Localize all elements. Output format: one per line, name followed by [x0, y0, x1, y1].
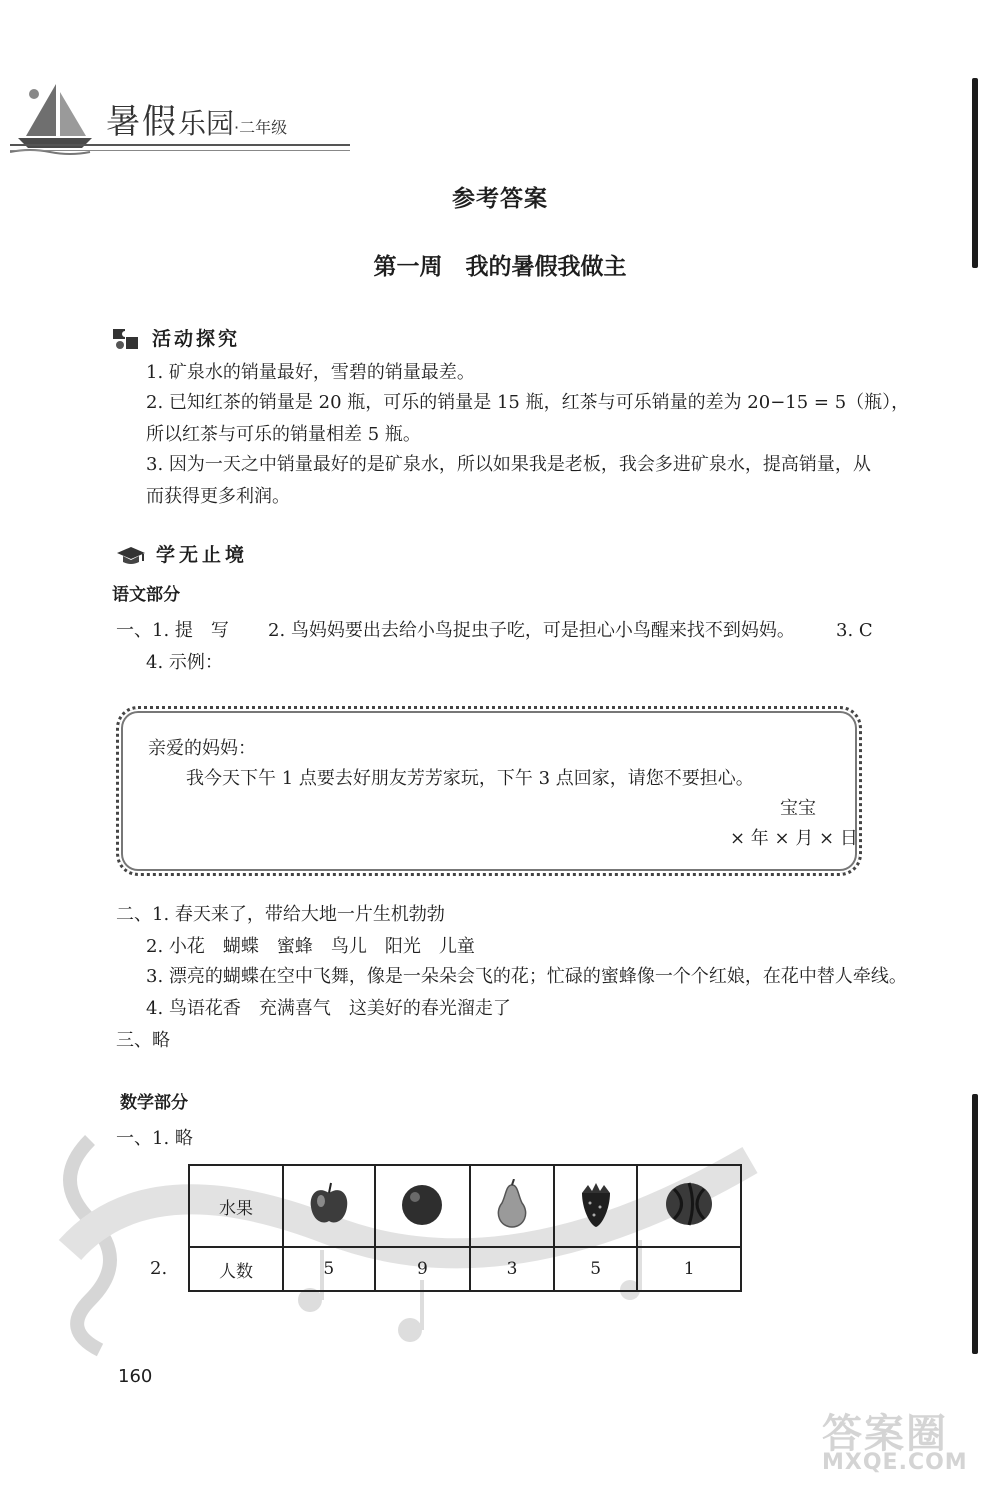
count-watermelon: 1 [637, 1247, 741, 1291]
page-title: 参考答案 [452, 186, 548, 212]
fruit-table [188, 1164, 742, 1292]
watermark-url: MXQE.COM [822, 1450, 968, 1475]
math-q1: 一、1. 略 [116, 1128, 193, 1149]
count-orange: 9 [375, 1247, 471, 1291]
activity-line-3: 所以红茶与可乐的销量相差 5 瓶。 [146, 424, 421, 445]
header-rule [10, 144, 350, 146]
table-cell-apple [283, 1165, 375, 1247]
activity-line-2: 2. 已知红茶的销量是 20 瓶，可乐的销量是 15 瓶，红茶与可乐销量的差为 20−15 = 5（瓶）， [146, 392, 910, 413]
letter-box [116, 706, 862, 876]
study-heading: 学无止境 [156, 544, 249, 566]
binding-mark-bottom [972, 1094, 978, 1354]
pear-icon [492, 1179, 532, 1229]
table-label-fruit: 水果 [189, 1165, 283, 1247]
header-logo [10, 78, 350, 162]
chinese-q1-a: 一、1. 提 写 [116, 620, 229, 641]
table-label-count: 人数 [189, 1247, 283, 1291]
letter-signature: 宝宝 [780, 798, 816, 819]
sailboat-icon [10, 78, 100, 158]
watermark-text: 答案圈 [822, 1411, 948, 1457]
activity-line-4: 3. 因为一天之中销量最好的是矿泉水，所以如果我是老板，我会多进矿泉水，提高销量，从 [146, 454, 871, 475]
chinese-q2-3: 3. 漂亮的蝴蝶在空中飞舞，像是一朵朵会飞的花；忙碌的蜜蜂像一个个红娘，在花中替人牵线。 [146, 966, 907, 987]
chinese-q2-4: 4. 鸟语花香 充满喜气 这美好的春光溜走了 [146, 998, 511, 1019]
brand-grade: ·二年级 [234, 118, 288, 137]
math-q2-label: 2. [150, 1258, 168, 1279]
puzzle-icon [112, 327, 140, 353]
binding-mark-top [972, 78, 978, 268]
letter-date: × 年 × 月 × 日 [730, 828, 858, 849]
activity-heading: 活动探究 [152, 328, 241, 350]
activity-line-1: 1. 矿泉水的销量最好，雪碧的销量最差。 [146, 362, 475, 383]
graduation-cap-icon [116, 545, 146, 567]
chinese-q1-d: 4. 示例： [146, 652, 223, 673]
letter-greeting: 亲爱的妈妈： [148, 738, 256, 759]
table-cell-pear [470, 1165, 554, 1247]
chinese-q1-b: 2. 鸟妈妈要出去给小鸟捉虫子吃，可是担心小鸟醒来找不到妈妈。 [268, 620, 795, 641]
chinese-q2-1: 二、1. 春天来了，带给大地一片生机勃勃 [116, 904, 445, 925]
table-row-count [189, 1247, 741, 1291]
count-pear: 3 [470, 1247, 554, 1291]
table-cell-orange [375, 1165, 471, 1247]
letter-body: 我今天下午 1 点要去好朋友芳芳家玩，下午 3 点回家，请您不要担心。 [186, 768, 754, 789]
chinese-heading: 语文部分 [112, 585, 180, 605]
strawberry-icon [576, 1179, 616, 1229]
chinese-q2-2: 2. 小花 蝴蝶 蜜蜂 鸟儿 阳光 儿童 [146, 936, 475, 957]
brand-main: 暑假 [106, 102, 178, 142]
page-number: 160 [118, 1366, 153, 1387]
table-row-fruit [189, 1165, 741, 1247]
header-rule-thin [10, 150, 350, 151]
orange-icon [399, 1181, 445, 1227]
activity-line-5: 而获得更多利润。 [146, 486, 290, 507]
table-cell-watermelon [637, 1165, 741, 1247]
math-heading: 数学部分 [120, 1093, 188, 1113]
chinese-q3: 三、略 [116, 1030, 170, 1051]
brand-sub: 乐园 [178, 107, 235, 140]
chinese-q1-c: 3. C [836, 620, 873, 641]
table-cell-strawberry [554, 1165, 638, 1247]
watermelon-icon [664, 1181, 714, 1227]
apple-icon [307, 1181, 351, 1227]
week-title: 第一周 我的暑假我做主 [373, 254, 627, 280]
count-strawberry: 5 [554, 1247, 638, 1291]
count-apple: 5 [283, 1247, 375, 1291]
